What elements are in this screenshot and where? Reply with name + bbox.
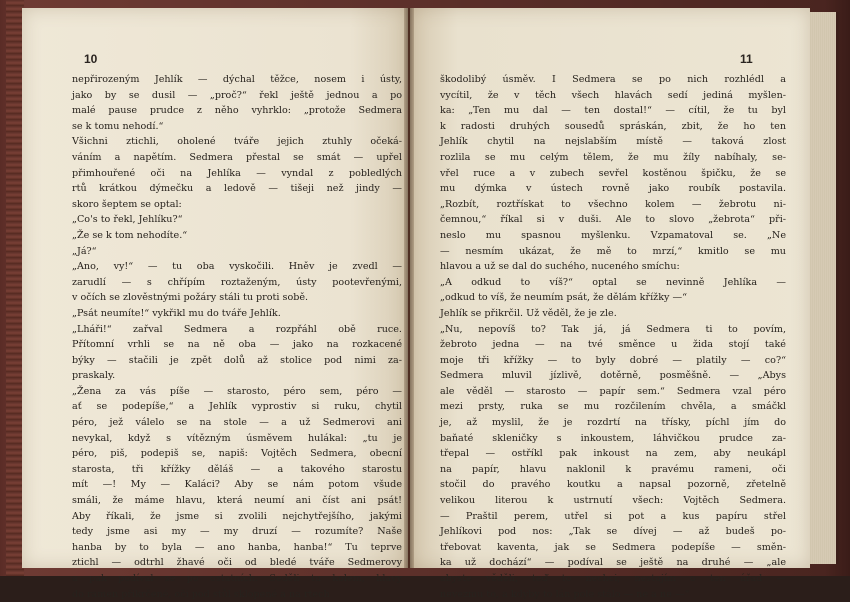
text-line: zarudlí — s chřípím roztaženým, ústy pootevřenými, <box>72 276 402 288</box>
text-line: „A odkud to víš?“ optal se nevinně Jehlíka — <box>440 276 786 288</box>
right-page-number: 11 <box>740 52 753 66</box>
text-line: „Co's to řekl, Jehlíku?“ <box>72 214 183 226</box>
text-line: „Já?“ <box>72 245 97 257</box>
text-line: ka už dochází“ — podíval se ještě na druhé — „ale <box>440 557 786 569</box>
text-line: nevykal, když s vítězným úsměvem hulákal: „tu je <box>72 432 402 444</box>
text-line: třepal — ostříkl pak inkoust na zem, aby neukápl <box>440 448 786 460</box>
text-line: praskaly. <box>72 370 116 382</box>
text-line: baňaté skleničky s inkoustem, láhvičkou prudce za- <box>440 432 786 444</box>
text-line: mu dýmka v ústech rovně jako roubík postavila. <box>440 183 786 195</box>
text-line: skoro šeptem se optal: <box>72 198 182 210</box>
text-line: „odkud to víš, že neumím psát, že dělám křížky —“ <box>440 292 687 304</box>
text-line: ale věděl — starosto — papír sem.“ Sedmera vzal péro <box>440 385 786 397</box>
page-edges <box>810 12 839 564</box>
text-line: jako by se dusil — „proč?“ řekl ještě jednou a po <box>72 89 402 101</box>
text-line: smáli, že máme hlavu, která neumí ani číst ani psát! <box>72 495 402 507</box>
text-line: Všichni ztichli, oholené tváře jejich ztuhly očeká- <box>72 136 402 148</box>
text-line: — Praštil perem, utřel si pot a kus papíru střel <box>440 510 786 522</box>
text-line: třebovat kaventa, jak se Sedmera podepíše — směn- <box>440 541 786 553</box>
text-line: péro, piš, podepiš se, napiš: Vojtěch Sedmera, obecní <box>72 448 402 460</box>
text-line: — nesmím ukázat, že mě to mrzí,“ kmitlo se mu <box>440 245 786 257</box>
text-line: je, až myslil, že je rozdrtí na třísky, píchl jím do <box>440 417 786 429</box>
text-line: ztichl — odtrhl žhavé oči od bledé tváře Sedmerovy <box>72 557 402 569</box>
left-page <box>22 8 408 600</box>
left-page-number: 10 <box>84 52 98 66</box>
text-line: žebroto jedna — na tvé směnce u žida stojí také <box>440 339 786 351</box>
text-line: na papír, hlavu naklonil k pravému rameni, oči <box>440 463 786 475</box>
text-line: čemnou,“ říkal si v duši. Ale to slovo „žebrota“ při- <box>440 214 786 226</box>
text-line: rozlila se mu celým tělem, že mu žíly nabíhaly, se- <box>440 151 786 163</box>
text-line: se k tomu nehodí.“ <box>72 120 164 132</box>
right-page-text <box>440 72 786 602</box>
text-line: v očích se zlověstnými požáry stáli tu proti sobě. <box>72 292 309 304</box>
text-line: váním a napětím. Sedmera přestal se smát — upřel <box>72 151 402 163</box>
text-line: ka: „Ten mu dal — ten dostal!“ — cítil, že tu byl <box>440 105 786 117</box>
left-page-text <box>72 72 402 602</box>
text-line: péro, jež válelo se na stole — a už Sedmerovi ani <box>72 417 402 429</box>
text-line: moje tři křížky — to byly dobré — platily — co?“ <box>440 354 786 366</box>
text-line: stočil do pravého koutku a napsal pozorně, zřetelně <box>440 479 786 491</box>
text-line: rtů krátkou dýmečku a ledově — tišeji než jindy — <box>72 183 402 195</box>
text-line: velikou literou k ustrnutí všech: Vojtěch Sedmera. <box>440 495 786 507</box>
text-line: abyste věděli, teď to nechci, nestojím o ten úřad — <box>440 573 786 584</box>
text-line: škodolibý úsměv. I Sedmera se po nich rozhlédl a <box>440 74 786 85</box>
text-line: „Lháři!“ zařval Sedmera a rozpřáhl obě ruce. <box>72 323 402 335</box>
text-line: nevezmu to, a kdyby to lán pole stálo — ne a ne —“ <box>440 588 690 600</box>
text-line: starosta, tři křížky děláš — a takového starostu <box>72 463 402 475</box>
text-line: Přítomní vrhli se na ně oba — jako na rozkacené <box>72 339 402 351</box>
text-line: „Ano, vy!“ — tu oba vyskočili. Hněv je zvedl — <box>72 261 402 273</box>
text-line: Jehlík se přikrčil. Už věděl, že je zle. <box>440 307 617 319</box>
text-line: tedy jsme asi my — my druzí — rozumíte? Naše <box>72 526 402 538</box>
text-line: mezi prsty, ruka se mu rozčilením chvěla, a smáčkl <box>440 401 786 413</box>
right-page <box>410 8 810 600</box>
text-line: Sedmera mluvil jízlivě, dotěrně, posměšně. — „Abys <box>440 370 786 382</box>
text-line: Aby říkali, že jsme si zvolili nejchytřejšího, jakými <box>72 510 402 522</box>
text-line: do ramen přikrčené, oči pod stůl sklopené a na rtech <box>72 588 330 600</box>
text-line: neslo mu spasnou myšlenku. Vzpamatoval se. „Ne <box>440 229 786 241</box>
text-line: „Nu, nepovíš to? Tak já, já Sedmera ti to povím, <box>440 323 786 335</box>
text-line: „Žena za vás píše — starosto, péro sem, péro — <box>72 385 402 397</box>
text-line: Jehlík chytil na nejslabším místě — taková zlost <box>440 136 786 148</box>
text-line: malé pause prudce z něho vyhrklo: „protože Sedmera <box>72 105 402 117</box>
text-line: hanba by to byla — ano hanba, hanba!“ Tu teprve <box>72 541 402 553</box>
text-line: „Že se k tom nehodíte.“ <box>72 229 188 241</box>
text-line: býky — stačili je zpět dolů až stolice pod nimi za- <box>72 354 402 366</box>
text-line: Jehlíkovi pod nos: „Tak se dívej — až budeš po- <box>440 526 786 538</box>
text-line: ať se podepíše,“ a Jehlík vyprostiv si ruku, chytil <box>72 401 402 413</box>
text-line: mít —! My — Kaláci? Aby se nám potom všude <box>72 479 402 491</box>
text-line: „Rozbít, roztřískat to všechno kolem — žebrotu ni- <box>440 198 786 210</box>
text-line: přimhouřené oči na Jehlíka — vyndal z pobledlých <box>72 167 402 179</box>
text-line: a pak podíval se po ostatních. Seděli tu kolem, hlavy <box>72 573 402 584</box>
text-line: vycítil, že v těch všech hlavách sedí jediná myšlen- <box>440 89 786 101</box>
book-gutter <box>404 8 414 568</box>
text-line: k radosti druhých sousedů spráskán, zbit, že ho ten <box>440 120 786 132</box>
text-line: nepřirozeným Jehlík — dýchal těžce, nosem i ústy, <box>72 74 402 85</box>
text-line: „Psát neumíte!“ vykřikl mu do tváře Jehlík. <box>72 307 281 319</box>
text-line: hlavou a už se dal do suchého, nuceného smíchu: <box>440 261 680 273</box>
text-line: vřel ruce a v zubech sevřel kostěnou špičku, že se <box>440 167 786 179</box>
